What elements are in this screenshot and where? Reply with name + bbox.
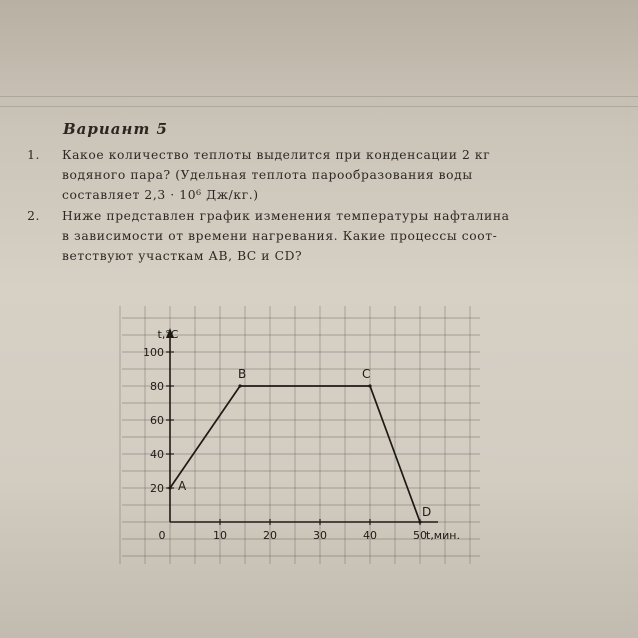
data-point — [368, 384, 371, 387]
ruled-line — [0, 96, 638, 97]
temperature-time-graph — [118, 296, 488, 576]
y-tick-label: 60 — [150, 414, 164, 427]
y-tick-label: 100 — [143, 346, 164, 359]
data-point — [238, 384, 241, 387]
x-tick-label: 10 — [213, 529, 227, 542]
ruled-line — [0, 106, 638, 107]
point-label: B — [238, 367, 247, 381]
variant-title: Вариант 5 — [63, 120, 168, 138]
question-text-line: ветствуют участкам АВ, ВС и CD? — [62, 249, 303, 263]
x-tick-label: 30 — [313, 529, 327, 542]
question-text-line: водяного пара? (Удельная теплота парообразования воды — [62, 168, 473, 182]
point-label: C — [362, 367, 371, 381]
y-tick-label: 80 — [150, 380, 164, 393]
question-number: 2. — [27, 209, 40, 223]
question-text-line: Какое количество теплоты выделится при конденсации 2 кг — [62, 148, 491, 162]
graph-grid — [120, 306, 480, 564]
y-axis-label: t,°C — [157, 328, 179, 341]
graph-axes — [166, 328, 438, 522]
x-tick-label: 20 — [263, 529, 277, 542]
x-tick-label: 0 — [158, 529, 166, 542]
graph-labels — [158, 328, 460, 542]
x-axis-label: t,мин. — [426, 529, 460, 542]
x-tick-label: 50 — [413, 529, 427, 542]
graph-ticks — [143, 346, 427, 542]
point-label: D — [422, 505, 432, 519]
question-text-line: Ниже представлен график изменения температуры нафталина — [62, 209, 510, 223]
question-text-line: составляет 2,3 · 10⁶ Дж/кг.) — [62, 188, 259, 202]
x-tick-label: 40 — [363, 529, 377, 542]
question-number: 1. — [27, 148, 40, 162]
question-text-line: в зависимости от времени нагревания. Какие процессы соот- — [62, 229, 498, 243]
data-point — [168, 486, 171, 489]
y-tick-label: 40 — [150, 448, 164, 461]
point-label: A — [178, 479, 187, 493]
y-tick-label: 20 — [150, 482, 164, 495]
data-point — [418, 520, 421, 523]
